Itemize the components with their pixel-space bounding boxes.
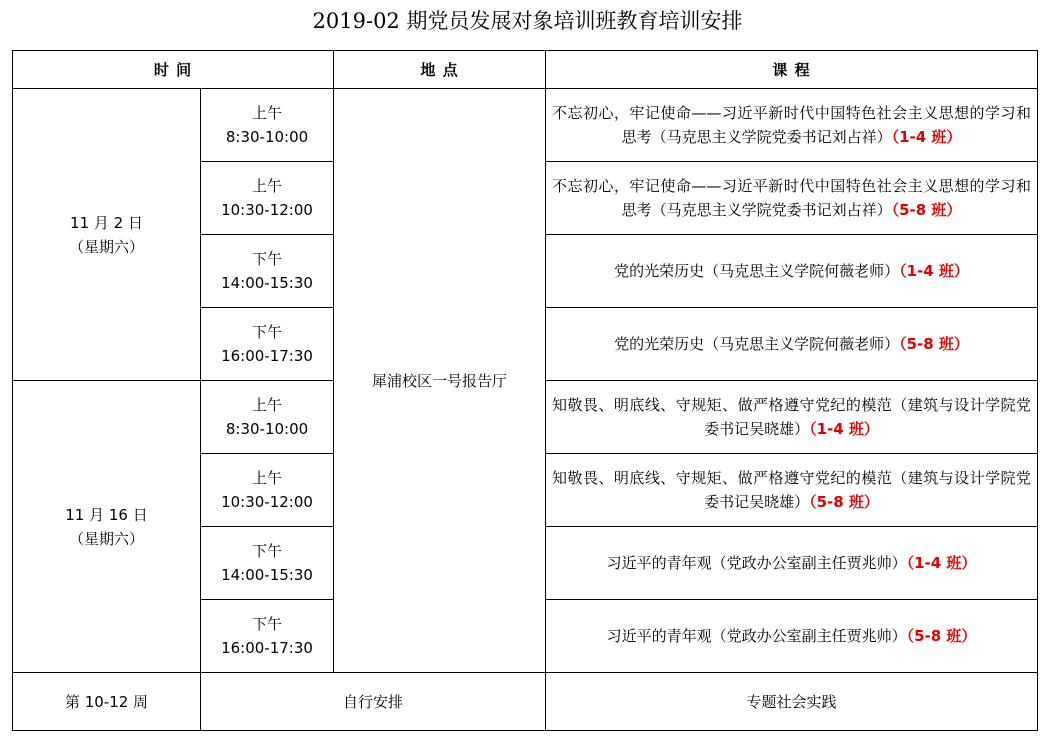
course-cell — [546, 162, 1038, 235]
time-cell — [201, 308, 334, 381]
class-label: （1-4 班） — [891, 128, 962, 146]
course-text: 党的光荣历史（马克思主义学院何薇老师） — [614, 262, 900, 280]
class-label: （1-4 班） — [899, 262, 969, 280]
header-time: 时 间 — [13, 51, 334, 89]
course-text: 党的光荣历史（马克思主义学院何薇老师） — [614, 335, 900, 353]
time-cell — [201, 527, 334, 600]
date-cell — [13, 89, 201, 381]
date-text: 11 月 2 日 — [70, 213, 143, 232]
time-text: 10:30-12:00 — [221, 201, 313, 219]
period-text: 上午 — [252, 469, 283, 487]
time-text: 14:00-15:30 — [221, 566, 313, 584]
course-cell — [546, 308, 1038, 381]
period-text: 下午 — [252, 323, 283, 341]
course-text: 不忘初心，牢记使命——习近平新时代中国特色社会主义思想的学习和思考（马克思主义学院党委书记刘占祥） — [552, 104, 1032, 146]
course-text: 知敬畏、明底线、守规矩、做严格遵守党纪的模范（建筑与设计学院党委书记吴晓雄） — [552, 469, 1032, 511]
table-row-final — [13, 673, 1038, 731]
course-cell — [546, 527, 1038, 600]
time-text: 16:00-17:30 — [221, 639, 313, 657]
header-course: 课 程 — [546, 51, 1038, 89]
class-label: （5-8 班） — [809, 493, 879, 511]
schedule-table — [12, 50, 1038, 731]
course-text: 不忘初心，牢记使命——习近平新时代中国特色社会主义思想的学习和思考（马克思主义学院党委书记刘占祥） — [552, 177, 1032, 219]
time-cell — [201, 381, 334, 454]
time-cell — [201, 600, 334, 673]
course-text: 习近平的青年观（党政办公室副主任贾兆帅） — [606, 554, 907, 572]
course-cell — [546, 235, 1038, 308]
table-row — [13, 89, 1038, 162]
time-text: 10:30-12:00 — [221, 493, 313, 511]
class-label: （5-8 班） — [891, 201, 962, 219]
header-place: 地 点 — [334, 51, 546, 89]
date-cell — [13, 381, 201, 673]
time-cell — [201, 235, 334, 308]
course-cell — [546, 454, 1038, 527]
document-title: 2019-02 期党员发展对象培训班教育培训安排 — [312, 9, 743, 33]
time-cell — [201, 454, 334, 527]
location-cell — [334, 89, 546, 673]
time-text: 16:00-17:30 — [221, 347, 313, 365]
time-cell — [201, 162, 334, 235]
class-label: （5-8 班） — [906, 627, 977, 645]
self-arranged-cell: 自行安排 — [201, 673, 546, 731]
time-text: 8:30-10:00 — [225, 128, 309, 146]
class-label: （5-8 班） — [899, 335, 969, 353]
time-cell — [201, 89, 334, 162]
course-text: 知敬畏、明底线、守规矩、做严格遵守党纪的模范（建筑与设计学院党委书记吴晓雄） — [552, 396, 1032, 438]
class-label: （1-4 班） — [809, 420, 879, 438]
time-text: 14:00-15:30 — [221, 274, 313, 292]
weekday-text: （星期六） — [68, 529, 144, 548]
header-row — [13, 51, 1038, 89]
period-text: 下午 — [252, 250, 283, 268]
location-text: 犀浦校区一号报告厅 — [372, 371, 508, 390]
time-text: 8:30-10:00 — [225, 420, 309, 438]
class-label: （1-4 班） — [906, 554, 977, 572]
period-text: 上午 — [252, 104, 283, 122]
period-text: 下午 — [252, 615, 283, 633]
period-text: 下午 — [252, 542, 283, 560]
period-text: 上午 — [252, 177, 283, 195]
course-cell — [546, 381, 1038, 454]
date-text: 11 月 16 日 — [65, 505, 148, 524]
practice-course-cell: 专题社会实践 — [546, 673, 1038, 731]
weeks-cell: 第 10-12 周 — [13, 673, 201, 731]
period-text: 上午 — [252, 396, 283, 414]
course-text: 习近平的青年观（党政办公室副主任贾兆帅） — [606, 627, 907, 645]
course-cell — [546, 600, 1038, 673]
course-cell — [546, 89, 1038, 162]
weekday-text: （星期六） — [68, 237, 144, 256]
